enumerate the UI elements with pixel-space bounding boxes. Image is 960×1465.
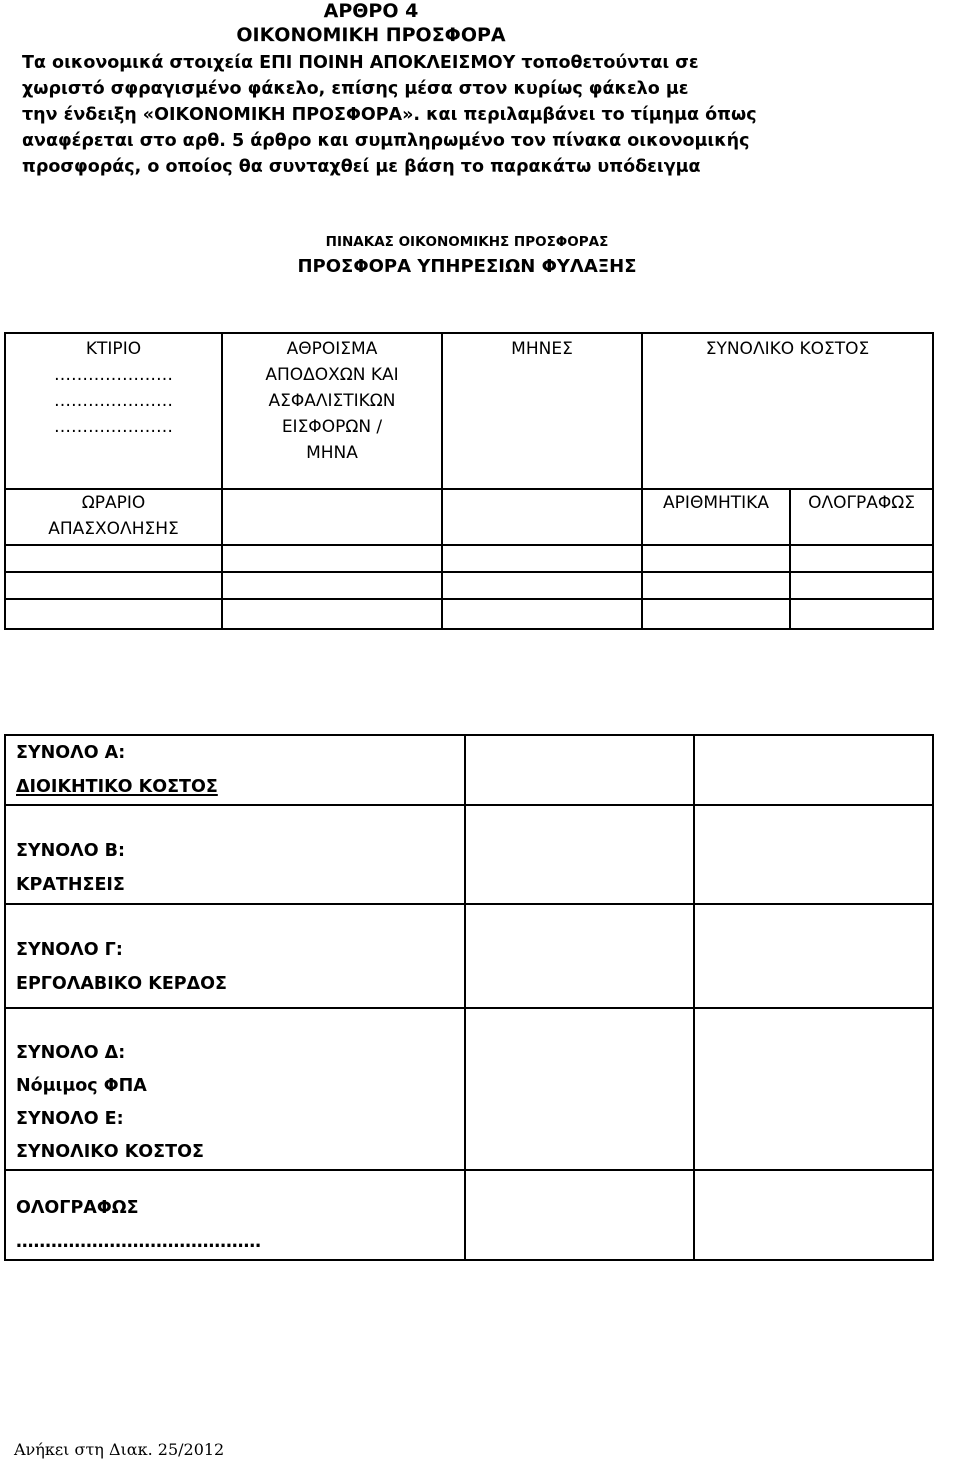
summary-a-label xyxy=(5,735,465,805)
summary-b-label xyxy=(5,805,465,904)
summary-b-numeric-cell[interactable] xyxy=(465,805,694,904)
summary-label-line: ΟΛΟΓΡΑΦΩΣ xyxy=(16,1198,139,1218)
table-cell[interactable] xyxy=(5,545,222,572)
summary-label-line: ΕΡΓΟΛΑΒΙΚΟ ΚΕΡΔΟΣ xyxy=(16,974,227,994)
table-caption-title: ΠΙΝΑΚΑΣ ΟΙΚΟΝΟΜΙΚΗΣ ΠΡΟΣΦΟΡΑΣ xyxy=(325,234,609,250)
summary-label-line: ΣΥΝΟΛΟ Δ: xyxy=(16,1043,126,1063)
summary-c-label xyxy=(5,904,465,1008)
summary-label-line: ΣΥΝΟΛΟ Ε: xyxy=(16,1109,124,1129)
table-cell[interactable] xyxy=(790,572,933,599)
months-label: ΜΗΝΕΣ xyxy=(511,339,573,359)
table-cell[interactable] xyxy=(222,545,442,572)
building-header-cell xyxy=(5,333,222,489)
summary-a-words-cell[interactable] xyxy=(694,735,933,805)
article-number: ΑΡΘΡΟ 4 xyxy=(323,0,419,22)
words-label: ΟΛΟΓΡΑΦΩΣ xyxy=(808,493,915,513)
table-cell[interactable] xyxy=(790,599,933,629)
intro-line: αναφέρεται στο αρθ. 5 άρθρο και συμπληρωμένο τον πίνακα οικονομικής xyxy=(22,131,750,151)
contributions-label-line: ΑΠΟΔΟΧΩΝ ΚΑΙ xyxy=(265,365,399,385)
schedule-label-line: ΩΡΑΡΙΟ xyxy=(81,493,146,513)
intro-line: Τα οικονομικά στοιχεία ΕΠΙ ΠΟΙΝΗ ΑΠΟΚΛΕΙΣΜΟΥ τοποθετούνται σε xyxy=(22,53,699,73)
summary-label-line: Νόμιμος ΦΠΑ xyxy=(16,1076,147,1096)
table-cell[interactable] xyxy=(642,545,790,572)
summary-b-words-cell[interactable] xyxy=(694,805,933,904)
summary-label-line: ΚΡΑΤΗΣΕΙΣ xyxy=(16,875,125,895)
intro-paragraph xyxy=(22,50,942,180)
table-cell[interactable] xyxy=(5,599,222,629)
table-cell[interactable] xyxy=(642,599,790,629)
table-cell[interactable] xyxy=(642,572,790,599)
summary-de-words-cell[interactable] xyxy=(694,1008,933,1170)
schedule-header-cell xyxy=(5,489,222,545)
building-fill-line: ………………… xyxy=(54,417,173,437)
total-cost-header-cell xyxy=(642,333,933,489)
table-cell[interactable] xyxy=(442,599,642,629)
summary-label-line: ΔΙΟΙΚΗΤΙΚΟ ΚΟΣΤΟΣ xyxy=(16,777,218,797)
summary-de-label xyxy=(5,1008,465,1170)
contributions-header-cell xyxy=(222,333,442,489)
summary-c-words-cell[interactable] xyxy=(694,904,933,1008)
summary-de-numeric-cell[interactable] xyxy=(465,1008,694,1170)
summary-label-line: ΣΥΝΟΛΙΚΟ ΚΟΣΤΟΣ xyxy=(16,1142,204,1162)
contributions-label-line: ΑΣΦΑΛΙΣΤΙΚΩΝ xyxy=(268,391,396,411)
summary-fill-line: …………………………………… xyxy=(16,1232,261,1252)
table-cell[interactable] xyxy=(442,489,642,545)
numeric-label: ΑΡΙΘΜΗΤΙΚΑ xyxy=(663,493,769,513)
table-cell[interactable] xyxy=(442,545,642,572)
contributions-label-line: ΑΘΡΟΙΣΜΑ xyxy=(286,339,378,359)
intro-line: την ένδειξη «ΟΙΚΟΝΟΜΙΚΗ ΠΡΟΣΦΟΡΑ». και περιλαμβάνει το τίμημα όπως xyxy=(22,105,757,125)
summary-c-numeric-cell[interactable] xyxy=(465,904,694,1008)
contributions-label-line: ΕΙΣΦΟΡΩΝ / xyxy=(281,417,383,437)
months-header-cell xyxy=(442,333,642,489)
building-fill-line: ………………… xyxy=(54,365,173,385)
summary-label-line: ΣΥΝΟΛΟ Β: xyxy=(16,841,125,861)
total-cost-label: ΣΥΝΟΛΙΚΟ ΚΟΣΤΟΣ xyxy=(705,339,870,359)
table-cell[interactable] xyxy=(5,572,222,599)
table-cell[interactable] xyxy=(790,545,933,572)
article-title: ΟΙΚΟΝΟΜΙΚΗ ΠΡΟΣΦΟΡΑ xyxy=(236,24,506,46)
intro-line: χωριστό σφραγισμένο φάκελο, επίσης μέσα στον κυρίως φάκελο με xyxy=(22,79,689,99)
intro-line: προσφοράς, ο οποίος θα συνταχθεί με βάση το παρακάτω υπόδειγμα xyxy=(22,157,701,177)
schedule-label-line: ΑΠΑΣΧΟΛΗΣΗΣ xyxy=(48,519,179,539)
table-caption-subtitle: ΠΡΟΣΦΟΡΑ ΥΠΗΡΕΣΙΩΝ ΦΥΛΑΞΗΣ xyxy=(297,256,637,277)
document-footer: Ανήκει στη Διακ. 25/2012 xyxy=(14,1440,225,1459)
summary-a-numeric-cell[interactable] xyxy=(465,735,694,805)
words-subheader-cell xyxy=(790,489,933,545)
table-cell[interactable] xyxy=(442,572,642,599)
summary-words-label xyxy=(5,1170,465,1260)
building-label: ΚΤΙΡΙΟ xyxy=(85,339,142,359)
contributions-label-line: ΜΗΝΑ xyxy=(306,443,358,463)
summary-label-line: ΣΥΝΟΛΟ Γ: xyxy=(16,940,123,960)
summary-words-numeric-cell[interactable] xyxy=(465,1170,694,1260)
table-cell[interactable] xyxy=(222,489,442,545)
building-fill-line: ………………… xyxy=(54,391,173,411)
summary-label-line: ΣΥΝΟΛΟ Α: xyxy=(16,743,126,763)
summary-words-words-cell[interactable] xyxy=(694,1170,933,1260)
table-cell[interactable] xyxy=(222,572,442,599)
summary-table xyxy=(4,734,934,1261)
table-cell[interactable] xyxy=(222,599,442,629)
offer-table xyxy=(4,332,934,630)
numeric-subheader-cell xyxy=(642,489,790,545)
